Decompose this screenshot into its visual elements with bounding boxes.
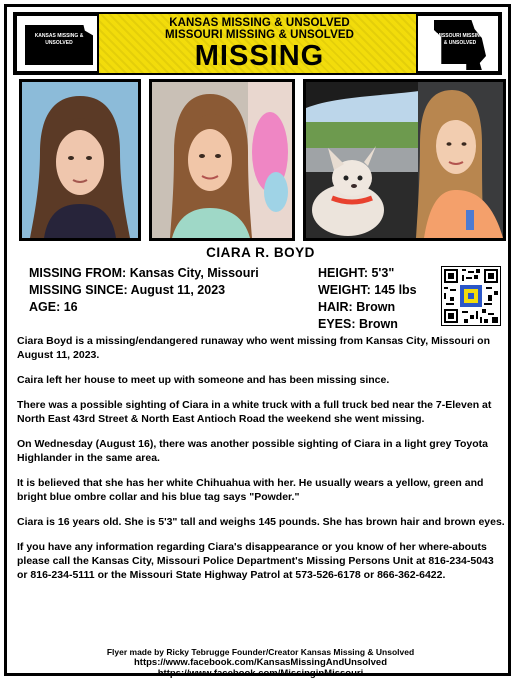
photo-with-dog-in-car [303, 79, 506, 241]
facebook-link-kansas[interactable]: https://www.facebook.com/KansasMissingAndUnsolved [133, 657, 388, 668]
banner-line-missouri: MISSOURI MISSING & UNSOLVED [164, 29, 355, 41]
banner-line-kansas: KANSAS MISSING & UNSOLVED [169, 17, 350, 29]
paragraph: If you have any information regarding Ciara's disappearance or you know of her where-abouts please call the Kansas City, Missouri Police Department's Missing Persons Unit at 816-234-5043 or 816-234-5111 or the Missouri State Highway Patrol at 573-526-6178 or 866-362-6422. [17, 541, 494, 581]
kansas-logo-text: KANSAS MISSING & UNSOLVED [34, 33, 84, 46]
header-banner [99, 14, 420, 73]
missouri-logo-text: MISSOURI MISSING & UNSOLVED [436, 33, 484, 46]
age: AGE: 16 [29, 300, 78, 314]
flyer-header [13, 12, 502, 75]
weight: WEIGHT: 145 lbs [318, 283, 417, 297]
missing-since: MISSING SINCE: August 11, 2023 [29, 283, 226, 297]
eyes: EYES: Brown [318, 317, 398, 331]
missouri-logo [416, 14, 500, 73]
photo-selfie [149, 79, 295, 241]
qr-code-icon[interactable] [441, 266, 501, 326]
height: HEIGHT: 5'3" [318, 266, 395, 280]
paragraph: Ciara Boyd is a missing/endangered runaway who went missing from Kansas City, Missouri on August 11, 2023. [17, 335, 490, 361]
photo-portrait-blue [19, 79, 141, 241]
kansas-logo [15, 14, 99, 73]
banner-title: MISSING [194, 40, 325, 72]
missing-person-flyer [4, 4, 511, 679]
hair: HAIR: Brown [318, 300, 396, 314]
paragraph: On Wednesday (August 16), there was another possible sighting of Ciara in a light grey Toyota Highlander in the same area. [17, 438, 489, 464]
flyer-credit: Flyer made by Ricky Tebrugge Founder/Creator Kansas Missing & Unsolved [106, 647, 415, 657]
paragraph: Ciara is 16 years old. She is 5'3" tall and weighs 145 pounds. She has brown hair and brown eyes. [17, 516, 505, 528]
details-left [29, 265, 259, 316]
paragraph: Caira left her house to meet up with someone and has been missing since. [17, 374, 390, 386]
person-name: CIARA R. BOYD [206, 245, 315, 260]
paragraph: It is believed that she has her white Chihuahua with her. He usually wears a yellow, green and bright blue ombre collar and his blue tag says "Powder." [17, 477, 484, 503]
paragraph: There was a possible sighting of Ciara in a white truck with a full truck bed near the 7-Eleven at North East 43rd Street & North East Antioch Road the weekend she went missing. [17, 399, 492, 425]
missing-from: MISSING FROM: Kansas City, Missouri [29, 266, 259, 280]
flyer-body [17, 334, 507, 593]
facebook-link-missouri[interactable]: https://www.facebook.com/MissinginMissouri [157, 668, 364, 679]
flyer-footer [7, 647, 514, 679]
details-right [318, 265, 417, 333]
